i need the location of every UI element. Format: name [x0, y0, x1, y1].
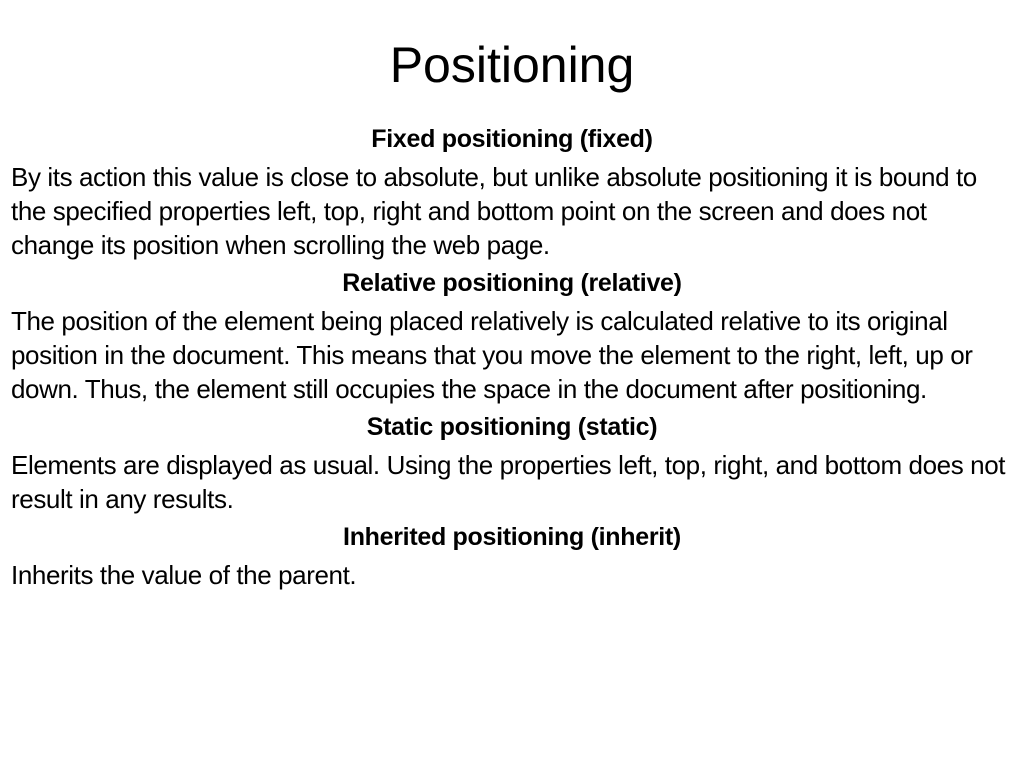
section-fixed: [11, 122, 1013, 262]
section-body-static: Elements are displayed as usual. Using the properties left, top, right, and bottom does not result in any results.: [11, 450, 1006, 514]
section-inherit: [11, 520, 1013, 592]
section-heading-fixed: Fixed positioning (fixed): [371, 125, 653, 153]
section-heading-inherit: Inherited positioning (inherit): [343, 523, 681, 551]
section-body-relative: The position of the element being placed relatively is calculated relative to its original position in the document. This means that you move the element to the right, left, up or down. Thus, the element still occupies the space in the document after positioning.: [11, 306, 973, 404]
slide-content: [11, 118, 1013, 596]
section-heading-static: Static positioning (static): [366, 413, 658, 441]
slide-title: Positioning: [389, 37, 635, 93]
section-static: [11, 410, 1013, 516]
section-heading-relative: Relative positioning (relative): [342, 269, 682, 297]
section-body-fixed: By its action this value is close to absolute, but unlike absolute positioning it is bound to the specified properties left, top, right and bottom point on the screen and does not change its position when scrolling the web page.: [11, 162, 977, 260]
section-relative: [11, 266, 1013, 406]
section-body-inherit: Inherits the value of the parent.: [11, 560, 357, 590]
